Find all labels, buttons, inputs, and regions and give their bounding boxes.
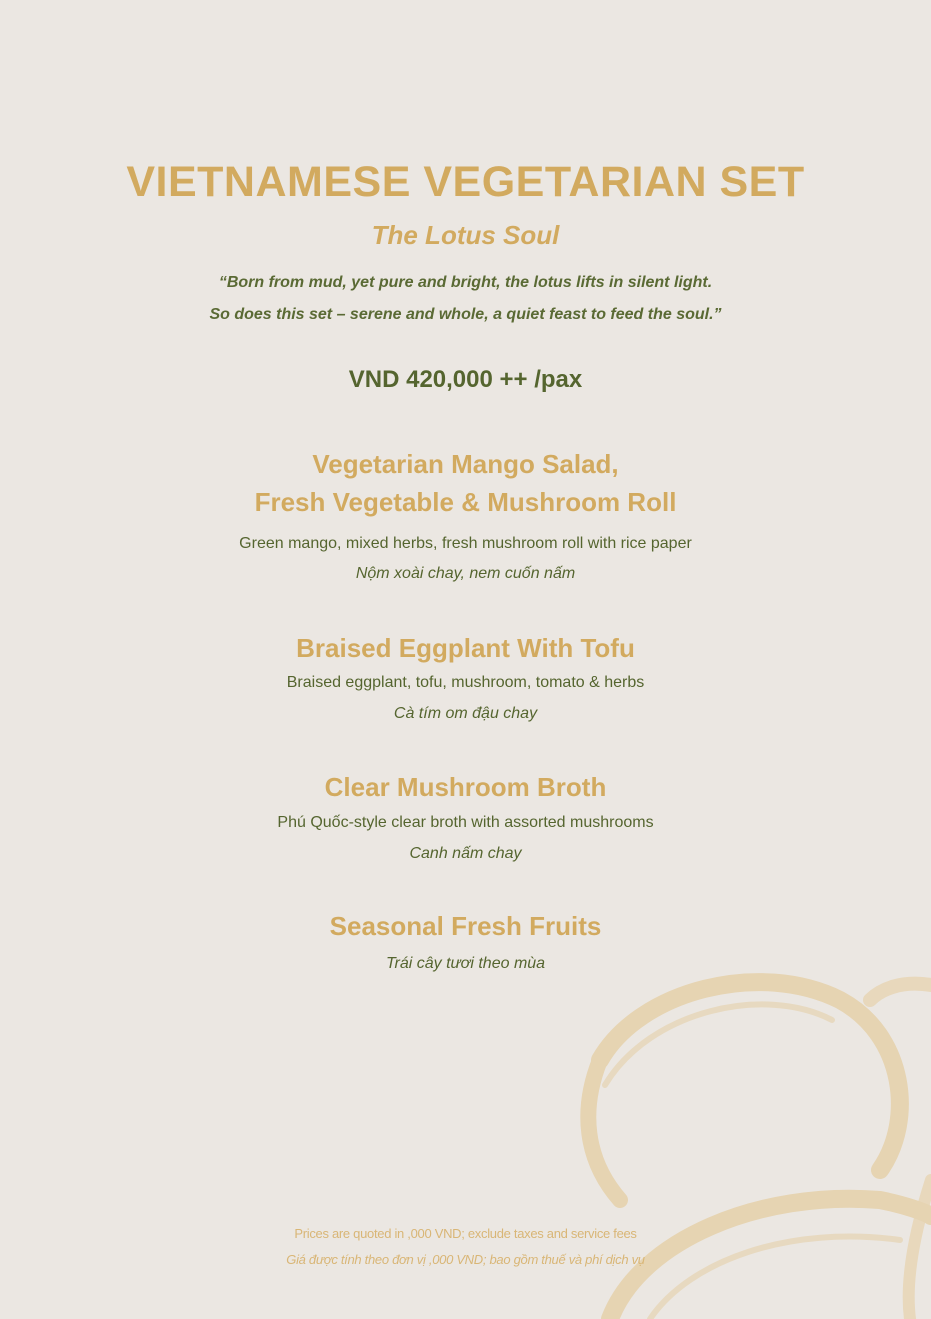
course-2-description: Braised eggplant, tofu, mushroom, tomato & herbs <box>286 674 645 691</box>
quote-line-1: “Born from mud, yet pure and bright, the lotus lifts in silent light. <box>218 274 713 291</box>
course-3-description: Phú Quốc-style clear broth with assorted mushrooms <box>277 814 654 831</box>
quote-line-2: So does this set – serene and whole, a quiet feast to feed the soul.” <box>209 306 722 323</box>
footer-price-note-english: Prices are quoted in ,000 VND; exclude taxes and service fees <box>294 1226 637 1241</box>
brush-circle-left-arc <box>588 1060 620 1200</box>
course-4-vietnamese-name: Trái cây tươi theo mùa <box>385 955 546 972</box>
course-2-name: Braised Eggplant With Tofu <box>296 633 635 663</box>
course-3-vietnamese-name: Canh nấm chay <box>409 845 522 862</box>
brush-circle-upper <box>600 982 900 1170</box>
course-4-name: Seasonal Fresh Fruits <box>329 911 602 941</box>
brush-circle-upper-inner <box>605 1004 832 1085</box>
brush-circle-bottom-inner <box>650 1237 900 1319</box>
brush-circle-right-lower <box>870 984 931 1000</box>
menu-subtitle: The Lotus Soul <box>371 220 560 250</box>
set-price: VND 420,000 ++ /pax <box>348 366 583 393</box>
menu-title: VIETNAMESE VEGETARIAN SET <box>126 158 805 206</box>
course-1-vietnamese-name: Nộm xoài chay, nem cuốn nấm <box>355 565 576 582</box>
course-1-name-line-2: Fresh Vegetable & Mushroom Roll <box>254 487 677 517</box>
footer-price-note-vietnamese: Giá được tính theo đơn vị ,000 VND; bao gồm thuế và phí dịch vụ <box>286 1252 645 1267</box>
course-3-name: Clear Mushroom Broth <box>324 772 607 802</box>
brush-circle-far-right <box>909 1180 931 1319</box>
course-2-vietnamese-name: Cà tím om đậu chay <box>393 705 538 722</box>
course-1-description: Green mango, mixed herbs, fresh mushroom roll with rice paper <box>239 535 692 552</box>
course-1-name-line-1: Vegetarian Mango Salad, <box>312 449 619 479</box>
